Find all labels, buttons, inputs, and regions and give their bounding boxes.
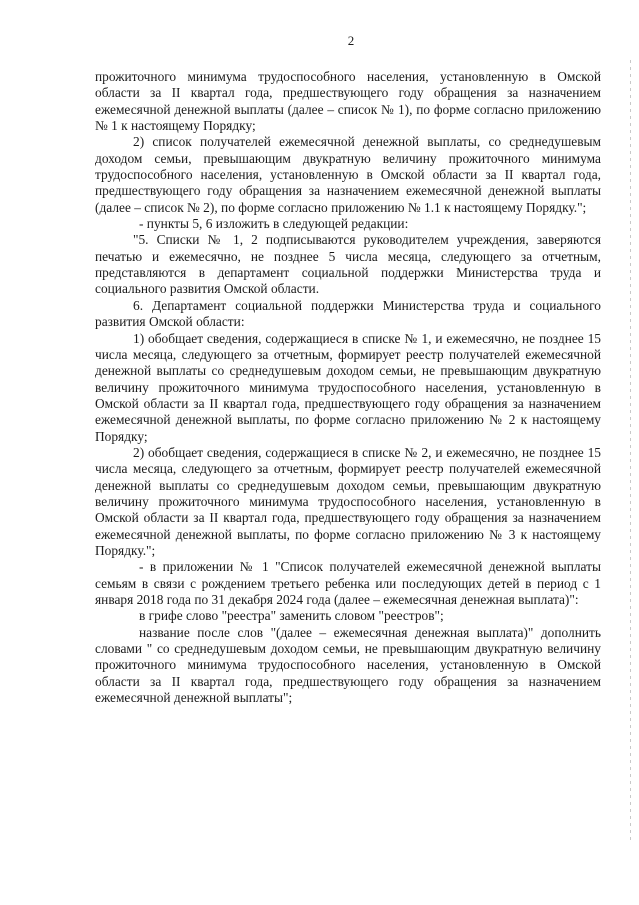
- paragraph-7: 2) обобщает сведения, содержащиеся в списке № 2, и ежемесячно, не позднее 15 числа месяца, следующего за отчетным, формирует реестр получателей ежемесячной денежной выплаты со среднедушевым доходом семьи, превышающим двукратную величину прожиточного минимума трудоспособного населения, установленную в Омской области за II квартал года, предшествующего году обращения за назначением ежемесячной денежной выплаты, по форме согласно приложению № 3 к настоящему Порядку.";: [95, 444, 601, 558]
- paragraph-5: 6. Департамент социальной поддержки Министерства труда и социального развития Омской области:: [95, 297, 601, 330]
- paragraph-3: - пункты 5, 6 изложить в следующей редакции:: [139, 216, 409, 232]
- scan-edge-mark: [630, 60, 631, 840]
- page-number: 2: [347, 33, 355, 48]
- paragraph-1: прожиточного минимума трудоспособного населения, установленную в Омской области за II квартал года, предшествующего году обращения за назначением ежемесячной денежной выплаты (далее – список № 1), по форме согласно приложению № 1 к настоящему Порядку;: [95, 69, 601, 134]
- paragraph-4: "5. Списки № 1, 2 подписываются руководителем учреждения, заверяются печатью и ежемесячно, не позднее 5 числа месяца, следующего за отчетным, представляются в департамент социальной поддержки Министерства труда и социального развития Омской области.: [95, 232, 601, 297]
- paragraph-10: название после слов "(далее – ежемесячная денежная выплата)" дополнить словами " со среднедушевым доходом семьи, не превышающим двукратную величину прожиточного минимума трудоспособного населения, установленную в Омской области за II квартал года, предшествующего году обращения за назначением ежемесячной денежной выплаты";: [95, 624, 601, 706]
- paragraph-9: в грифе слово "реестра" заменить словом "реестров";: [139, 608, 444, 624]
- paragraph-2: 2) список получателей ежемесячной денежной выплаты, со среднедушевым доходом семьи, превышающим двукратную величину прожиточного минимума трудоспособного населения, установленную в Омской области за II квартал года, предшествующего году обращения за назначением ежемесячной денежной выплаты (далее – список № 2), по форме согласно приложению № 1.1 к настоящему Порядку.";: [95, 134, 601, 215]
- paragraph-6: 1) обобщает сведения, содержащиеся в списке № 1, и ежемесячно, не позднее 15 числа месяца, следующего за отчетным, формирует реестр получателей ежемесячной денежной выплаты со среднедушевым доходом семьи, не превышающим двукратную величину прожиточного минимума трудоспособного населения, установленную в Омской области за II квартал года, предшествующего году обращения за назначением ежемесячной денежной выплаты, по форме согласно приложению № 2 к настоящему Порядку;: [95, 330, 601, 444]
- paragraph-8: - в приложении № 1 "Список получателей ежемесячной денежной выплаты семьям в связи с рождением третьего ребенка или последующих детей в период с 1 января 2018 года по 31 декабря 2024 года (далее – ежемесячная денежная выплата)":: [95, 559, 601, 607]
